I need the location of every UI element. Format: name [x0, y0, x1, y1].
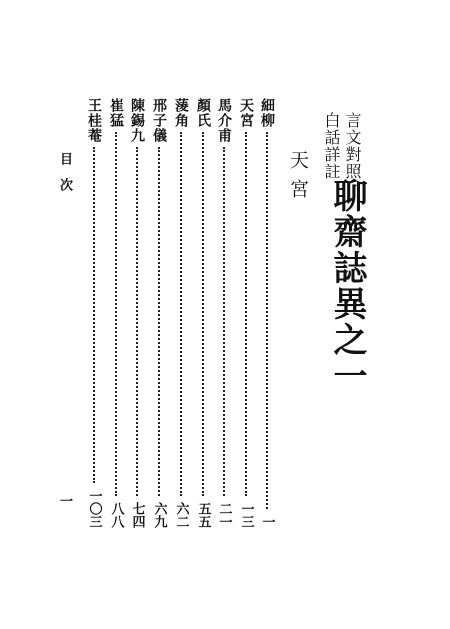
- page-number: 一: [57, 494, 72, 507]
- book-title: 聊齋誌異之一: [327, 178, 367, 394]
- toc-entry-title: 陳錫九: [129, 98, 145, 143]
- volume-title: 天宮: [287, 150, 309, 208]
- toc-entry: [237, 98, 255, 528]
- toc-entry-title: 王桂菴: [86, 98, 102, 143]
- toc-entry: [85, 98, 103, 528]
- toc-entry: [215, 98, 233, 528]
- toc-entry-title: 天宮: [238, 98, 254, 128]
- toc-leader-dots: [202, 132, 204, 496]
- toc-entry-page: 一: [259, 515, 275, 528]
- toc-entry-page: 二一: [216, 502, 232, 528]
- toc-leader-dots: [266, 132, 268, 509]
- toc-leader-dots: [223, 147, 225, 496]
- toc-entry-title: 顏氏: [195, 98, 211, 128]
- toc-entry: [258, 98, 276, 528]
- toc-entry-page: 七四: [129, 502, 145, 528]
- toc-leader-dots: [115, 132, 117, 496]
- subtitle-bottom: 白話詳註: [322, 112, 341, 180]
- toc-entry: [172, 98, 190, 528]
- toc-entry: [150, 98, 168, 528]
- toc-entry-title: 蔆角: [173, 98, 189, 128]
- toc-entry: [128, 98, 146, 528]
- toc-entry-page: 六二: [173, 502, 189, 528]
- toc-entry-page: 五五: [195, 502, 211, 528]
- toc-entry-title: 崔猛: [108, 98, 124, 128]
- toc-entry-title: 細柳: [259, 98, 275, 128]
- toc-entry-page: 六九: [151, 502, 167, 528]
- toc-entry: [194, 98, 212, 528]
- toc-leader-dots: [245, 132, 247, 496]
- toc-leader-dots: [93, 147, 95, 483]
- toc-entry-title: 馬介甫: [216, 98, 232, 143]
- toc-entry: [107, 98, 125, 528]
- toc-leader-dots: [180, 132, 182, 496]
- subtitle-top: 言文對照: [343, 112, 362, 180]
- toc-leader-dots: [158, 147, 160, 496]
- toc-leader-dots: [136, 147, 138, 496]
- toc-entry-title: 邢子儀: [151, 98, 167, 143]
- toc-entry-page: 一三: [238, 502, 254, 528]
- toc-entry-page: 一〇三: [86, 489, 102, 528]
- contents-label: 目 次: [57, 152, 72, 191]
- toc-entry-page: 八八: [108, 502, 124, 528]
